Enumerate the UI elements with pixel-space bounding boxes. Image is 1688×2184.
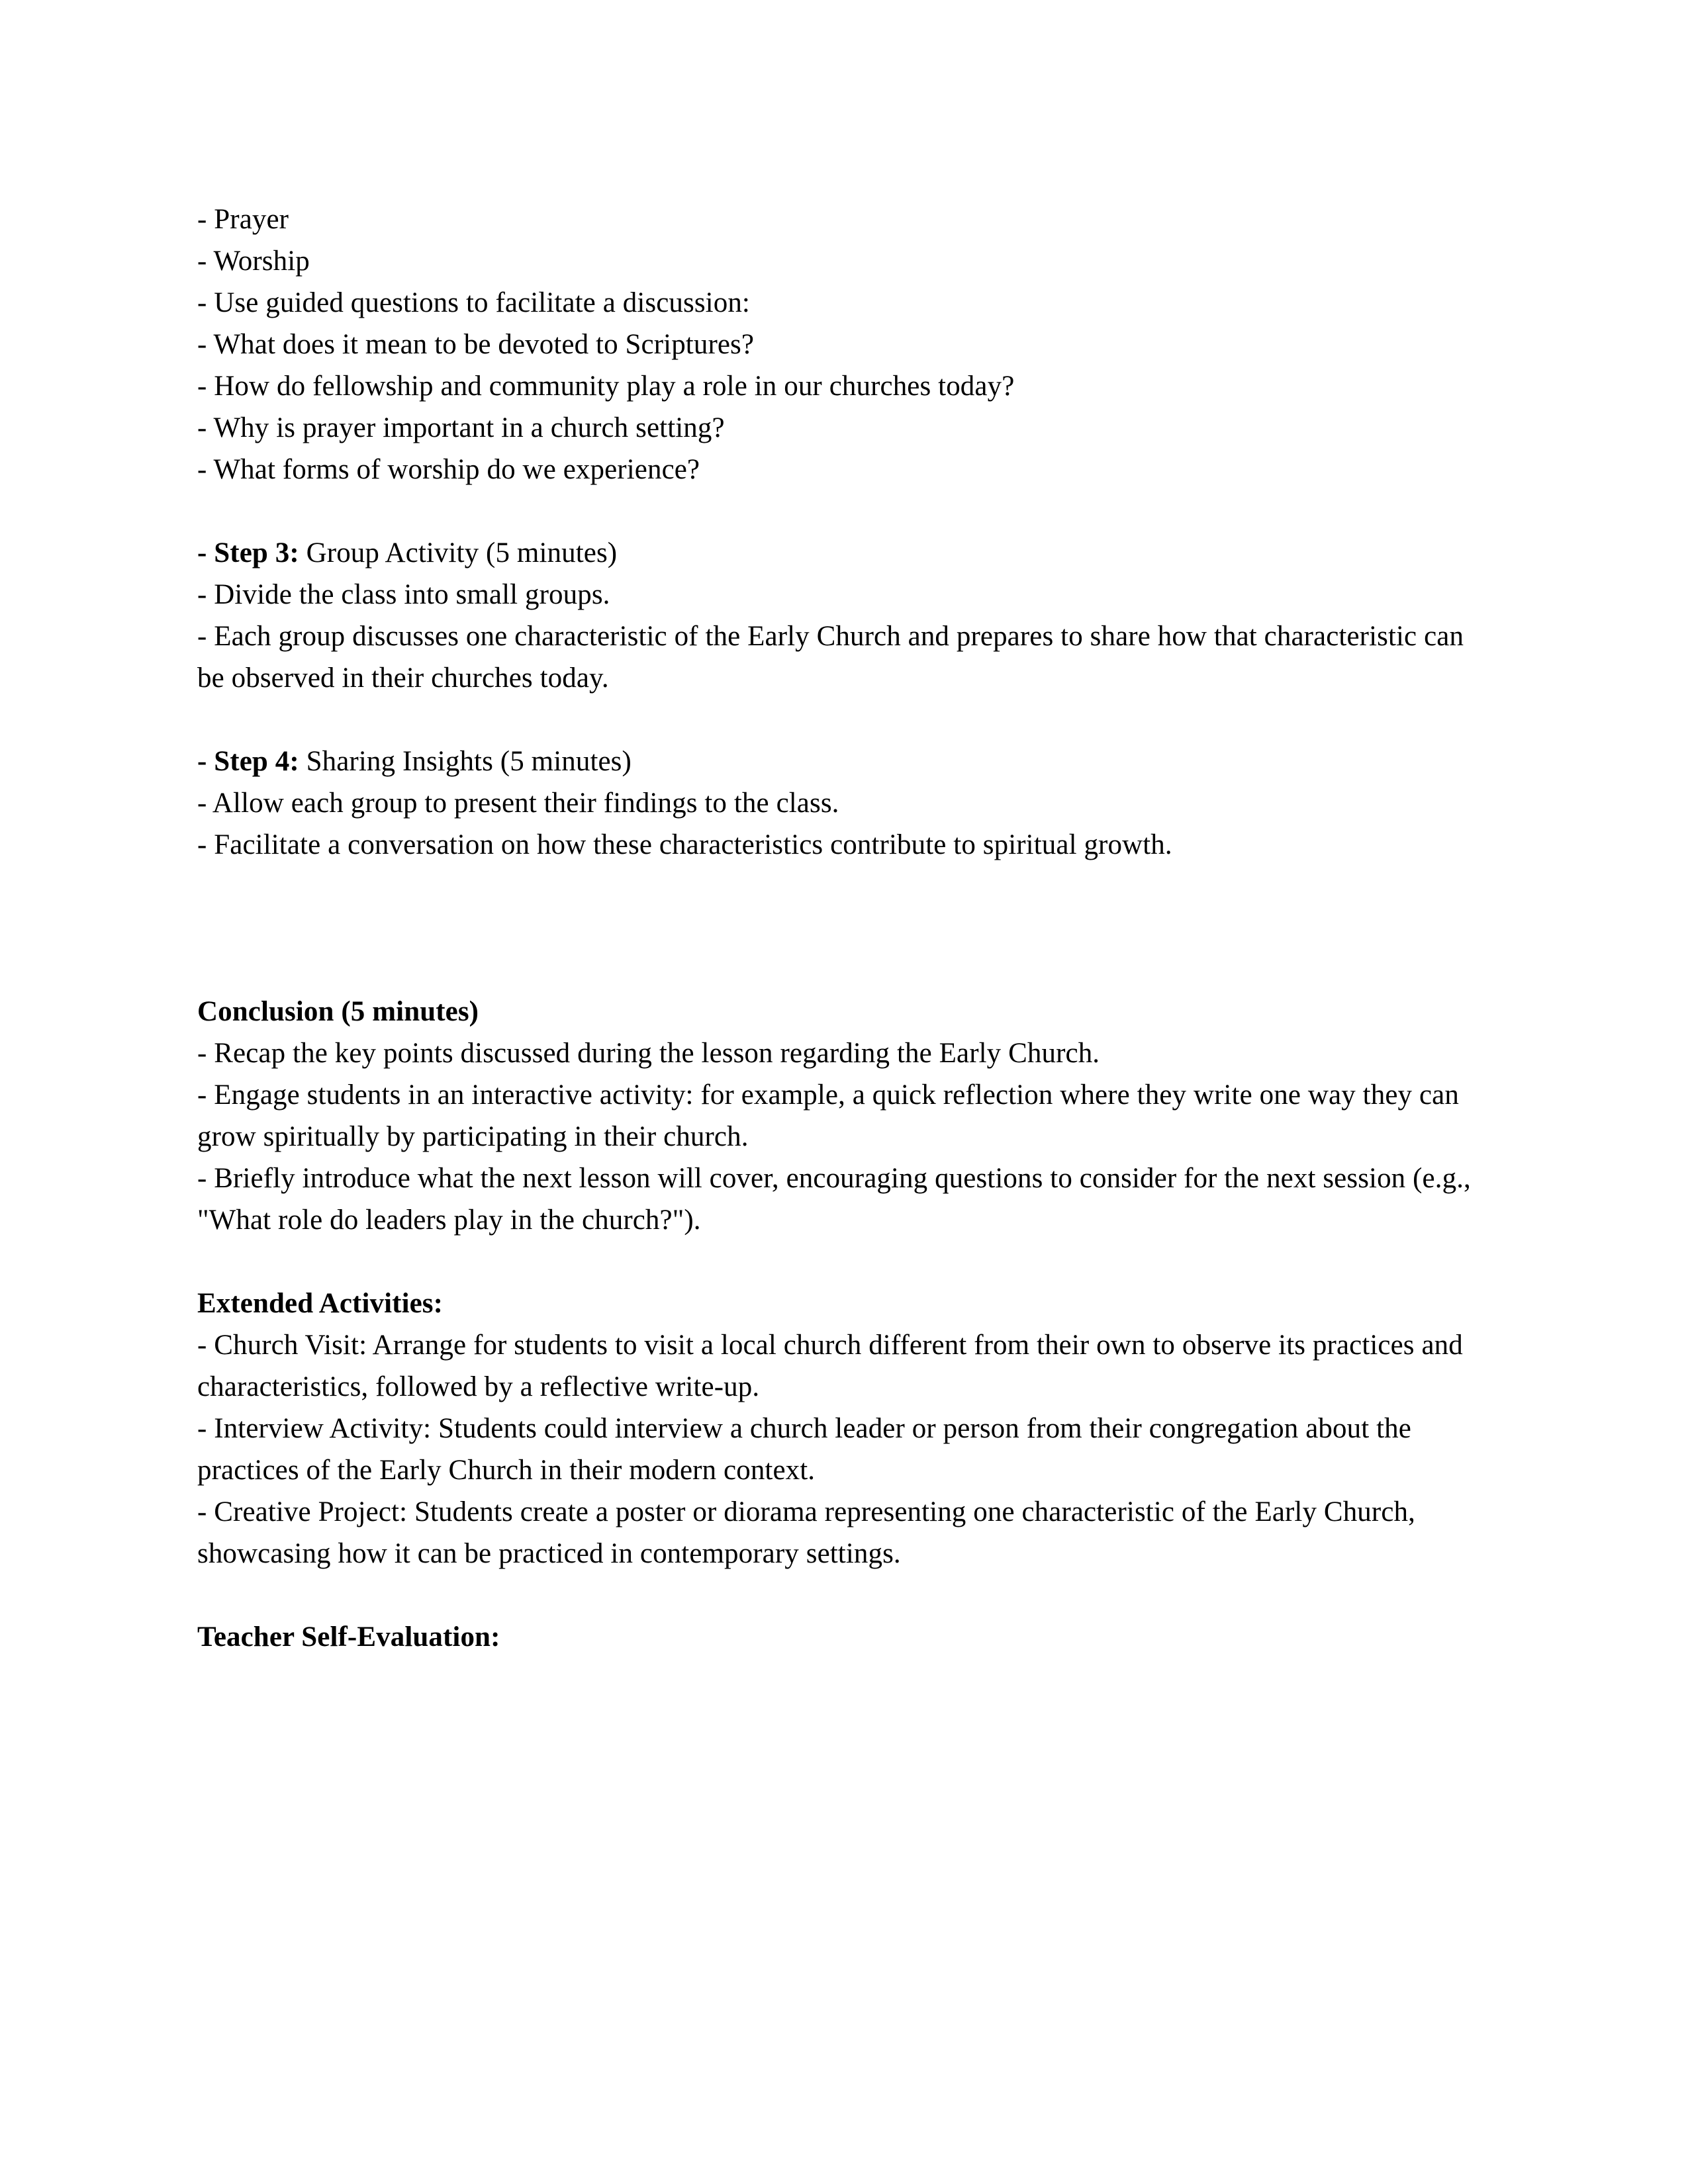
document-body [197,199,1495,1658]
step-3-label: - Step 3: [197,537,299,569]
step-3-heading [197,532,1495,574]
paragraph-spacer [197,1241,1495,1283]
list-item: - How do fellowship and community play a role in our churches today? [197,371,1015,402]
paragraph-spacer [197,1574,1495,1616]
list-item: - What does it mean to be devoted to Scriptures? [197,329,755,360]
list-item: - Prayer [197,204,289,235]
step-4-label: - Step 4: [197,746,299,777]
list-item: - Facilitate a conversation on how these characteristics contribute to spiritual growth. [197,829,1172,860]
list-item: - What forms of worship do we experience? [197,454,700,485]
list-item: - Why is prayer important in a church setting? [197,412,725,443]
step-4-heading [197,741,1495,782]
list-item: - Use guided questions to facilitate a discussion: [197,287,750,318]
list-item: - Engage students in an interactive activity: for example, a quick reflection where they write one way they can grow spiritually by participating in their church. [197,1079,1459,1152]
section-spacer [197,866,1495,991]
step-3-title: Group Activity (5 minutes) [299,537,618,569]
list-item: - Creative Project: Students create a poster or diorama representing one characteristic of the Early Church, showcasing how it can be practiced in contemporary settings. [197,1496,1415,1569]
step-4-title: Sharing Insights (5 minutes) [299,746,632,777]
conclusion-heading: Conclusion (5 minutes) [197,996,479,1027]
list-item: - Worship [197,246,310,277]
list-item: - Divide the class into small groups. [197,579,610,610]
list-item: - Briefly introduce what the next lesson will cover, encouraging questions to consider for the next session (e.g., "What role do leaders play in the church?"). [197,1163,1471,1236]
paragraph-spacer [197,699,1495,741]
list-item: - Interview Activity: Students could interview a church leader or person from their congregation about the practices of the Early Church in their modern context. [197,1413,1411,1486]
list-item: - Recap the key points discussed during the lesson regarding the Early Church. [197,1038,1100,1069]
extended-activities-heading: Extended Activities: [197,1288,444,1319]
list-item: - Each group discusses one characteristic of the Early Church and prepares to share how that characteristic can be observed in their churches today. [197,621,1464,694]
teacher-self-evaluation-heading: Teacher Self-Evaluation: [197,1621,500,1653]
list-item: - Allow each group to present their findings to the class. [197,788,839,819]
paragraph-spacer [197,490,1495,532]
list-item: - Church Visit: Arrange for students to visit a local church different from their own to observe its practices and characteristics, followed by a reflective write-up. [197,1330,1463,1402]
